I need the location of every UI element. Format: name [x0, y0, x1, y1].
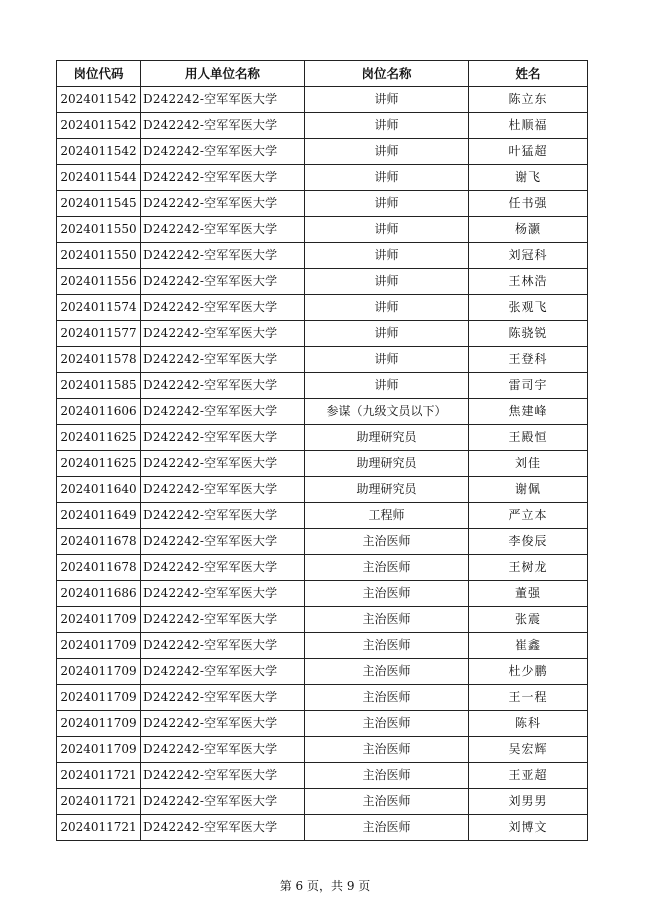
cell-person-name: 焦建峰	[469, 399, 588, 425]
table-row	[57, 737, 588, 763]
table-row	[57, 477, 588, 503]
cell-position-code: 2024011649	[57, 503, 141, 529]
cell-position-code: 2024011709	[57, 737, 141, 763]
table-row	[57, 373, 588, 399]
cell-position-code: 2024011550	[57, 217, 141, 243]
cell-position-name: 助理研究员	[305, 425, 469, 451]
header-position-name: 岗位名称	[305, 61, 469, 87]
cell-position-name: 讲师	[305, 269, 469, 295]
cell-employer-name: D242242-空军军医大学	[141, 451, 305, 477]
cell-position-name: 讲师	[305, 165, 469, 191]
table-row	[57, 269, 588, 295]
cell-employer-name: D242242-空军军医大学	[141, 685, 305, 711]
cell-person-name: 杜顺福	[469, 113, 588, 139]
cell-person-name: 杨灏	[469, 217, 588, 243]
cell-employer-name: D242242-空军军医大学	[141, 477, 305, 503]
table-body	[57, 87, 588, 841]
cell-person-name: 刘佳	[469, 451, 588, 477]
cell-position-code: 2024011578	[57, 347, 141, 373]
cell-person-name: 刘博文	[469, 815, 588, 841]
table-row	[57, 685, 588, 711]
page-number-footer: 第 6 页，共 9 页	[279, 879, 371, 893]
cell-person-name: 王殿恒	[469, 425, 588, 451]
cell-position-code: 2024011721	[57, 763, 141, 789]
cell-position-name: 讲师	[305, 321, 469, 347]
cell-position-name: 助理研究员	[305, 477, 469, 503]
cell-position-code: 2024011709	[57, 711, 141, 737]
cell-person-name: 陈科	[469, 711, 588, 737]
cell-person-name: 谢飞	[469, 165, 588, 191]
table-row	[57, 399, 588, 425]
table-row	[57, 113, 588, 139]
cell-person-name: 王树龙	[469, 555, 588, 581]
cell-position-code: 2024011574	[57, 295, 141, 321]
cell-employer-name: D242242-空军军医大学	[141, 191, 305, 217]
table-row	[57, 503, 588, 529]
cell-employer-name: D242242-空军军医大学	[141, 243, 305, 269]
header-person-name: 姓名	[469, 61, 588, 87]
cell-position-name: 主治医师	[305, 763, 469, 789]
cell-employer-name: D242242-空军军医大学	[141, 555, 305, 581]
cell-position-code: 2024011709	[57, 607, 141, 633]
cell-employer-name: D242242-空军军医大学	[141, 581, 305, 607]
table-row	[57, 607, 588, 633]
table-row	[57, 425, 588, 451]
cell-employer-name: D242242-空军军医大学	[141, 789, 305, 815]
personnel-table	[56, 60, 588, 841]
cell-employer-name: D242242-空军军医大学	[141, 529, 305, 555]
header-employer-name: 用人单位名称	[141, 61, 305, 87]
cell-person-name: 杜少鹏	[469, 659, 588, 685]
cell-position-code: 2024011709	[57, 659, 141, 685]
cell-position-name: 讲师	[305, 139, 469, 165]
cell-position-code: 2024011585	[57, 373, 141, 399]
table-row	[57, 555, 588, 581]
cell-employer-name: D242242-空军军医大学	[141, 399, 305, 425]
cell-position-name: 助理研究员	[305, 451, 469, 477]
table-row	[57, 87, 588, 113]
table-row	[57, 529, 588, 555]
cell-person-name: 任书强	[469, 191, 588, 217]
cell-position-code: 2024011721	[57, 789, 141, 815]
table-row	[57, 581, 588, 607]
table-row	[57, 789, 588, 815]
cell-person-name: 王亚超	[469, 763, 588, 789]
table-row	[57, 633, 588, 659]
cell-position-name: 主治医师	[305, 711, 469, 737]
cell-employer-name: D242242-空军军医大学	[141, 815, 305, 841]
header-position-code: 岗位代码	[57, 61, 141, 87]
cell-employer-name: D242242-空军军医大学	[141, 269, 305, 295]
cell-position-name: 讲师	[305, 347, 469, 373]
cell-position-code: 2024011678	[57, 529, 141, 555]
table-row	[57, 451, 588, 477]
cell-position-name: 主治医师	[305, 581, 469, 607]
cell-position-name: 主治医师	[305, 529, 469, 555]
cell-employer-name: D242242-空军军医大学	[141, 607, 305, 633]
cell-person-name: 董强	[469, 581, 588, 607]
cell-position-code: 2024011625	[57, 451, 141, 477]
cell-person-name: 谢佩	[469, 477, 588, 503]
cell-position-name: 参谋（九级文员以下）	[305, 399, 469, 425]
cell-position-code: 2024011545	[57, 191, 141, 217]
table-header-row	[57, 61, 588, 87]
cell-person-name: 叶猛超	[469, 139, 588, 165]
cell-position-code: 2024011686	[57, 581, 141, 607]
cell-person-name: 陈立东	[469, 87, 588, 113]
cell-employer-name: D242242-空军军医大学	[141, 425, 305, 451]
cell-person-name: 王一程	[469, 685, 588, 711]
table-row	[57, 243, 588, 269]
cell-position-name: 主治医师	[305, 659, 469, 685]
cell-person-name: 雷司宇	[469, 373, 588, 399]
cell-position-name: 主治医师	[305, 737, 469, 763]
cell-person-name: 李俊辰	[469, 529, 588, 555]
cell-position-name: 主治医师	[305, 789, 469, 815]
cell-person-name: 王登科	[469, 347, 588, 373]
table-row	[57, 139, 588, 165]
cell-employer-name: D242242-空军军医大学	[141, 659, 305, 685]
cell-employer-name: D242242-空军军医大学	[141, 321, 305, 347]
cell-position-code: 2024011542	[57, 139, 141, 165]
cell-position-name: 主治医师	[305, 607, 469, 633]
cell-position-name: 讲师	[305, 243, 469, 269]
table-row	[57, 711, 588, 737]
table-row	[57, 217, 588, 243]
cell-position-code: 2024011625	[57, 425, 141, 451]
cell-position-code: 2024011709	[57, 685, 141, 711]
table-row	[57, 165, 588, 191]
cell-employer-name: D242242-空军军医大学	[141, 711, 305, 737]
cell-employer-name: D242242-空军军医大学	[141, 737, 305, 763]
cell-employer-name: D242242-空军军医大学	[141, 217, 305, 243]
cell-position-code: 2024011721	[57, 815, 141, 841]
cell-employer-name: D242242-空军军医大学	[141, 347, 305, 373]
table-row	[57, 815, 588, 841]
cell-position-name: 工程师	[305, 503, 469, 529]
cell-employer-name: D242242-空军军医大学	[141, 87, 305, 113]
table-row	[57, 295, 588, 321]
cell-position-code: 2024011709	[57, 633, 141, 659]
cell-position-code: 2024011577	[57, 321, 141, 347]
cell-position-name: 讲师	[305, 191, 469, 217]
table-row	[57, 191, 588, 217]
cell-employer-name: D242242-空军军医大学	[141, 165, 305, 191]
cell-position-code: 2024011556	[57, 269, 141, 295]
cell-employer-name: D242242-空军军医大学	[141, 139, 305, 165]
cell-employer-name: D242242-空军军医大学	[141, 503, 305, 529]
cell-employer-name: D242242-空军军医大学	[141, 295, 305, 321]
cell-employer-name: D242242-空军军医大学	[141, 113, 305, 139]
cell-person-name: 陈骁锐	[469, 321, 588, 347]
cell-person-name: 王林浩	[469, 269, 588, 295]
cell-position-name: 主治医师	[305, 685, 469, 711]
cell-position-code: 2024011606	[57, 399, 141, 425]
cell-position-name: 讲师	[305, 87, 469, 113]
cell-position-name: 主治医师	[305, 555, 469, 581]
cell-person-name: 张观飞	[469, 295, 588, 321]
cell-position-code: 2024011640	[57, 477, 141, 503]
cell-person-name: 刘男男	[469, 789, 588, 815]
cell-position-code: 2024011542	[57, 87, 141, 113]
cell-position-name: 讲师	[305, 295, 469, 321]
cell-person-name: 张震	[469, 607, 588, 633]
table-row	[57, 321, 588, 347]
cell-person-name: 吴宏辉	[469, 737, 588, 763]
cell-person-name: 刘冠科	[469, 243, 588, 269]
cell-employer-name: D242242-空军军医大学	[141, 633, 305, 659]
cell-position-code: 2024011542	[57, 113, 141, 139]
cell-position-code: 2024011544	[57, 165, 141, 191]
cell-employer-name: D242242-空军军医大学	[141, 763, 305, 789]
table-row	[57, 659, 588, 685]
cell-position-name: 主治医师	[305, 815, 469, 841]
cell-position-code: 2024011550	[57, 243, 141, 269]
cell-person-name: 严立本	[469, 503, 588, 529]
cell-position-name: 讲师	[305, 373, 469, 399]
cell-position-code: 2024011678	[57, 555, 141, 581]
table-row	[57, 763, 588, 789]
cell-person-name: 崔鑫	[469, 633, 588, 659]
cell-position-name: 讲师	[305, 217, 469, 243]
cell-position-name: 讲师	[305, 113, 469, 139]
cell-employer-name: D242242-空军军医大学	[141, 373, 305, 399]
table-row	[57, 347, 588, 373]
cell-position-name: 主治医师	[305, 633, 469, 659]
